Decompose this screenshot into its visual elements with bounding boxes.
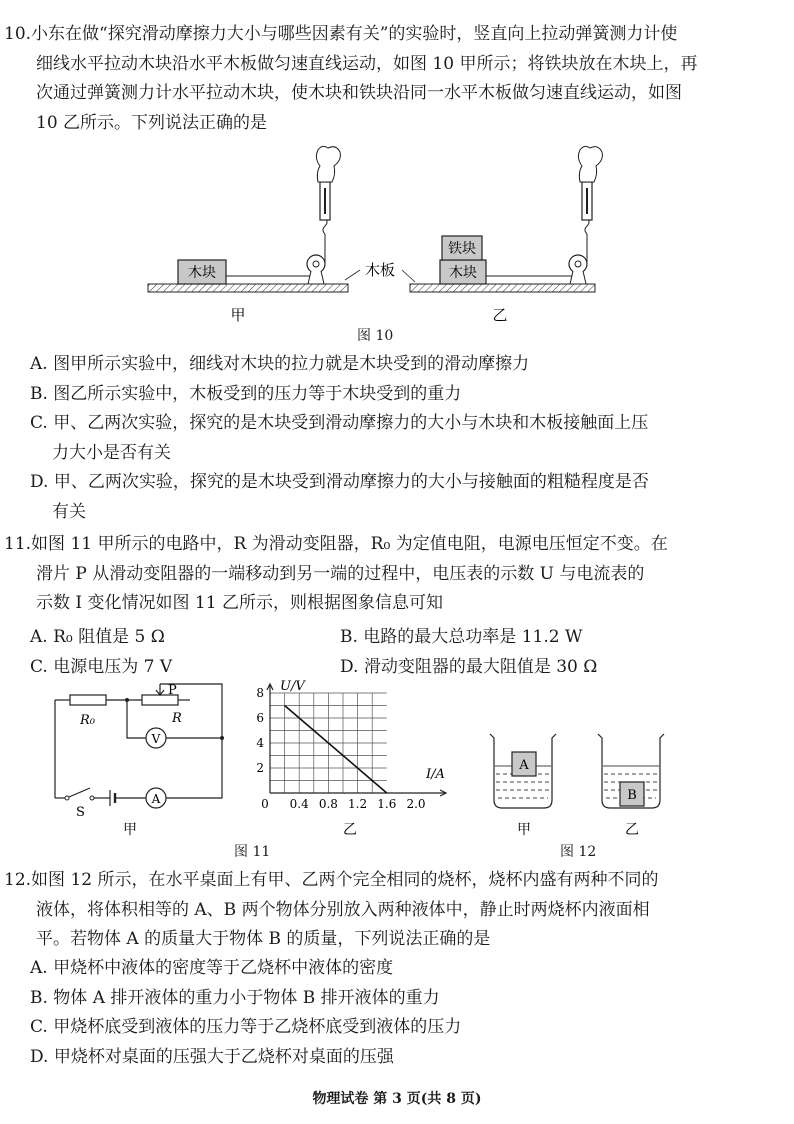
x-tick-label: 1.2 [348, 797, 368, 811]
pulley-axle [575, 261, 581, 267]
figure-12-label-left: 甲 [517, 822, 531, 838]
option-c: C. 甲烧杯底受到液体的压力等于乙烧杯底受到液体的压力 [30, 1017, 462, 1037]
text-line: 液体，将体积相等的 A、B 两个物体分别放入两种液体中，静止时两烧杯内液面相 [36, 899, 650, 920]
q11-option-b: B. 电路的最大总功率是 11.2 W [340, 627, 583, 647]
y-tick-label: 6 [256, 711, 264, 725]
wood-block-label: 木块 [449, 265, 477, 281]
circuit-wire [127, 700, 146, 738]
text-line: 12.如图 12 所示，在水平桌面上有甲、乙两个完全相同的烧杯，烧杯内盛有两种不同的 [4, 870, 659, 890]
x-axis-label: I/A [426, 767, 445, 782]
figure-11-circuit [40, 680, 240, 840]
figure-11-chart [250, 676, 450, 836]
figure-12-caption: 图 12 [560, 844, 597, 860]
chart-label: 乙 [343, 822, 357, 836]
figure-12-label-right: 乙 [625, 822, 639, 838]
origin-label: 0 [261, 797, 269, 811]
chart-ticks [256, 686, 425, 811]
ammeter-label: A [151, 792, 161, 806]
figure-11-caption: 图 11 [234, 844, 271, 860]
question-10-options [30, 350, 649, 527]
text-line: 滑片 P 从滑动变阻器的一端移动到另一端的过程中，电压表的示数 U 与电流表的 [36, 563, 645, 584]
junction [220, 736, 224, 740]
text-line: 10 乙所示。下列说法正确的是 [36, 112, 268, 133]
resistor-r0 [70, 695, 106, 705]
option-c: C. 甲、乙两次实验，探究的是木块受到滑动摩擦力的大小与木块和木板接触面上压 [30, 413, 649, 433]
figure-10-caption: 图 10 [357, 328, 394, 344]
voltmeter-label: V [151, 732, 161, 746]
option-d: D. 甲烧杯对桌面的压强大于乙烧杯对桌面的压强 [30, 1046, 394, 1067]
q11-option-c: C. 电源电压为 7 V [30, 657, 173, 677]
text-line: 次通过弹簧测力计水平拉动木块，使木块和铁块沿同一水平木板做匀速直线运动，如图 [36, 83, 682, 103]
chart-series [285, 706, 387, 794]
text-line: 示数 I 变化情况如图 11 乙所示，则根据图象信息可知 [36, 593, 443, 613]
figure-10-label-right: 乙 [492, 306, 508, 324]
q11-option-d: D. 滑动变阻器的最大阻值是 30 Ω [340, 657, 598, 677]
board-right [410, 284, 595, 292]
y-axis-label: U/V [280, 679, 305, 694]
circuit-wire [166, 794, 222, 798]
option-d: D. 甲、乙两次实验，探究的是木块受到滑动摩擦力的大小与接触面的粗糙程度是否 [30, 472, 649, 492]
switch-contact [90, 796, 94, 800]
hand-right [578, 146, 602, 182]
option-d-continued: 有关 [52, 501, 86, 522]
iron-block-label: 铁块 [448, 241, 476, 257]
board-left [148, 284, 348, 292]
text-line: 细线水平拉动木块沿水平木板做匀速直线运动，如图 10 甲所示；将铁块放在木块上，再 [36, 53, 698, 74]
option-b: B. 物体 A 排开液体的重力小于物体 B 排开液体的重力 [30, 987, 440, 1008]
switch-label: S [76, 805, 85, 820]
x-tick-label: 1.6 [377, 797, 397, 811]
text-line: 平。若物体 A 的质量大于物体 B 的质量，下列说法正确的是 [36, 929, 491, 949]
text-line: 11.如图 11 甲所示的电路中，R 为滑动变阻器，R₀ 为定值电阻，电源电压恒定不变。在 [4, 534, 668, 554]
p-label: P [168, 683, 177, 698]
x-tick-label: 0.4 [289, 797, 309, 811]
page-footer: 物理试卷 第 3 页(共 8 页) [312, 1091, 482, 1107]
figure-10 [140, 138, 610, 338]
q11-option-a: A. R₀ 阻值是 5 Ω [30, 627, 165, 647]
board-label: 木板 [364, 261, 396, 279]
x-tick-label: 2.0 [406, 797, 426, 811]
hand-left [316, 146, 340, 182]
switch-s[interactable] [69, 788, 90, 797]
switch-contact [65, 796, 69, 800]
pulley-stand-left [308, 271, 324, 284]
option-c-continued: 力大小是否有关 [52, 442, 171, 463]
pulley-stand-right [570, 271, 586, 284]
circuit-label: 甲 [123, 822, 137, 838]
text-line: 10.小东在做“探究滑动摩擦力大小与哪些因素有关”的实验时，竖直向上拉动弹簧测力计使 [4, 24, 678, 44]
pulley-axle [313, 261, 319, 267]
question-12-stem [4, 866, 658, 955]
wood-block-label: 木块 [188, 265, 216, 281]
question-10-stem [4, 20, 697, 138]
option-a: A. 图甲所示实验中，细线对木块的拉力就是木块受到的滑动摩擦力 [30, 354, 530, 374]
y-tick-label: 8 [256, 686, 264, 700]
x-tick-label: 0.8 [318, 797, 338, 811]
option-a: A. 甲烧杯中液体的密度等于乙烧杯中液体的密度 [30, 958, 394, 978]
figure-12 [480, 728, 680, 838]
question-11-stem [4, 530, 668, 619]
block-a-label: A [519, 758, 529, 773]
board-label-leader-left [345, 270, 360, 280]
y-tick-label: 4 [256, 736, 264, 750]
block-b-label: B [627, 788, 637, 803]
option-b: B. 图乙所示实验中，木板受到的压力等于木块受到的重力 [30, 383, 462, 404]
board-label-leader-right [402, 270, 415, 282]
y-tick-label: 2 [256, 761, 264, 775]
question-12-options [30, 954, 461, 1072]
r0-label: R₀ [80, 713, 95, 728]
r-label: R [172, 711, 182, 726]
figure-10-label-left: 甲 [230, 306, 246, 324]
series-line [285, 706, 387, 794]
